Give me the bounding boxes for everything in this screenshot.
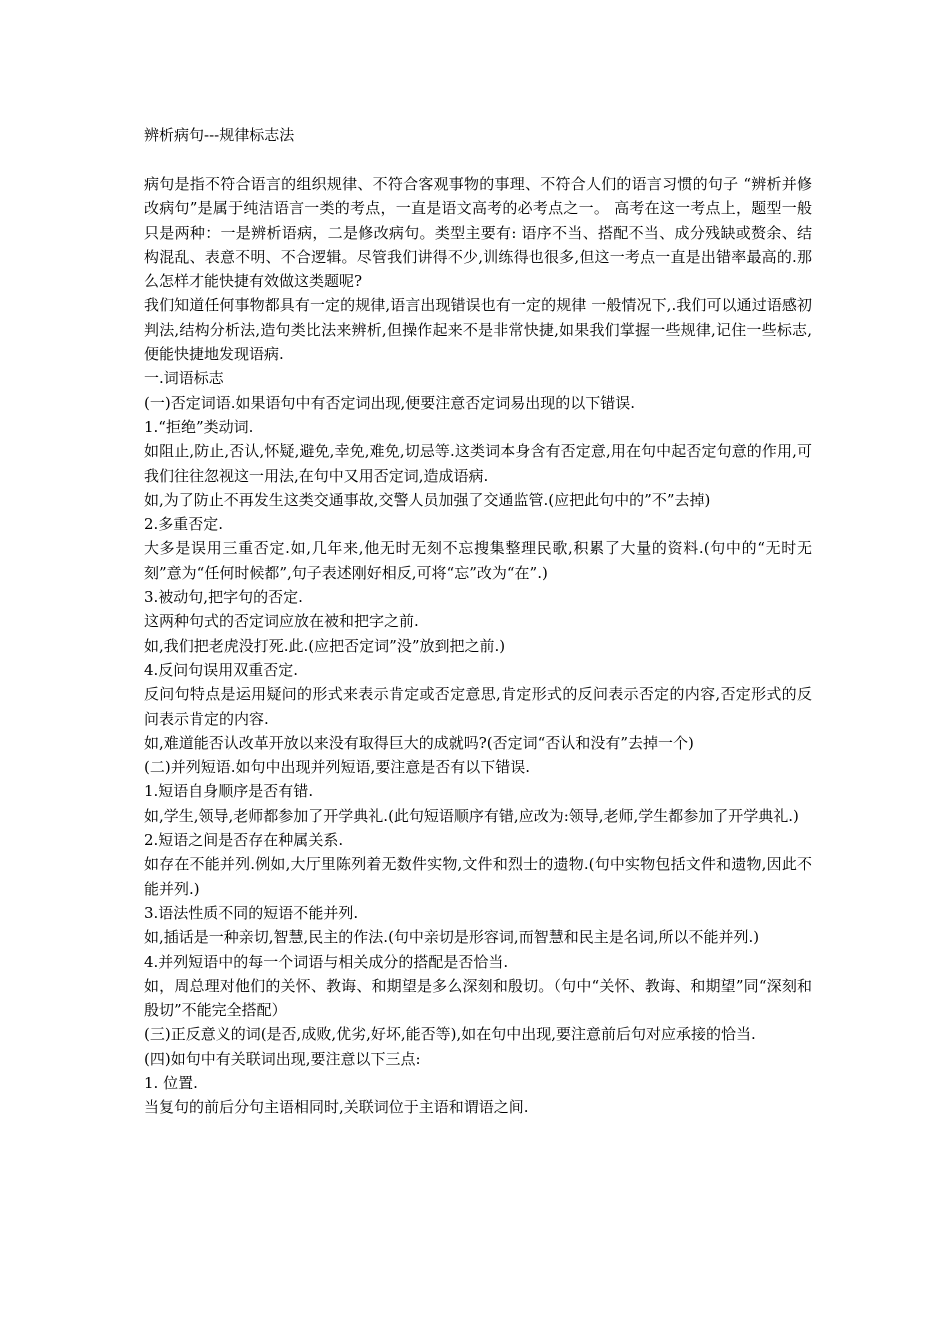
list-item-heading: 1.“拒绝”类动词. <box>144 417 254 436</box>
example-sentence: 如存在不能并列.例如,大厅里陈列着无数件实物,文件和烈士的遗物.(句中实物包括文件和遗物,因此不能并列.) <box>144 855 812 898</box>
example-sentence: 如,插话是一种亲切,智慧,民主的作法.(句中亲切是形容词,而智慧和民主是名词,所以不能并列.) <box>144 928 760 947</box>
subsection-heading: (一)否定词语.如果语句中有否定词出现,便要注意否定词易出现的以下错误. <box>144 393 636 412</box>
paragraph: 反问句特点是运用疑问的形式来表示肯定或否定意思,肯定形式的反问表示否定的内容,否定形式的反问表示肯定的内容. <box>144 685 812 728</box>
list-item-heading: 1. 位置. <box>144 1073 198 1092</box>
paragraph: 如阻止,防止,否认,怀疑,避免,幸免,难免,切忌等.这类词本身含有否定意,用在句中起否定句意的作用,可我们往往忽视这一用法,在句中又用否定词,造成语病. <box>144 442 812 485</box>
example-sentence: 如,我们把老虎没打死.此.(应把否定词”没”放到把之前.) <box>144 636 506 655</box>
list-item-heading: 2.短语之间是否存在种属关系. <box>144 831 344 850</box>
document-title: 辨析病句---规律标志法 <box>144 126 295 144</box>
list-item-heading: 3.被动句,把字句的否定. <box>144 588 303 607</box>
paragraph: 当复句的前后分句主语相同时,关联词位于主语和谓语之间. <box>144 1098 529 1117</box>
paragraph: 病句是指不符合语言的组织规律、不符合客观事物的事理、不符合人们的语言习惯的句子 “辨析并修改病句”是属于纯洁语言一类的考点，一直是语文高考的必考点之一。 高考在这一考点上，题型一般只是两种：一是辨析语病，二是修改病句。类型主要有: 语序不当、搭配不当、成分残缺或赘余、结构混乱、表意不明、不合逻辑。尽管我们讲得不少,训练得也很多,但这一考点一直是出错率最高的.那么怎样才能快捷有效做这类题呢? <box>144 175 812 291</box>
paragraph: 大多是误用三重否定.如,几年来,他无时无刻不忘搜集整理民歌,积累了大量的资料.(句中的“无时无刻”意为“任何时候都”,句子表述刚好相反,可将“忘”改为“在”.) <box>144 539 812 582</box>
list-item-heading: 3.语法性质不同的短语不能并列. <box>144 903 359 922</box>
paragraph: 我们知道任何事物都具有一定的规律,语言出现错误也有一定的规律 一般情况下,.我们可以通过语感初判法,结构分析法,造句类比法来辨析,但操作起来不是非常快捷,如果我们掌握一些规律,记住一些标志,便能快捷地发现语病. <box>144 296 812 364</box>
list-item-heading: 4.并列短语中的每一个词语与相关成分的搭配是否恰当. <box>144 952 509 971</box>
subsection-heading: (三)正反意义的词(是否,成败,优劣,好坏,能否等),如在句中出现,要注意前后句对应承接的恰当. <box>144 1025 756 1044</box>
example-sentence: 如,难道能否认改革开放以来没有取得巨大的成就吗?(否定词“否认和没有”去掉一个) <box>144 733 694 752</box>
list-item-heading: 4.反问句误用双重否定. <box>144 660 299 679</box>
example-sentence: 如，周总理对他们的关怀、教诲、和期望是多么深刻和殷切。（句中“关怀、教诲、和期望”同“深刻和殷切”不能完全搭配） <box>144 976 812 1020</box>
paragraph: 这两种句式的否定词应放在被和把字之前. <box>144 612 419 631</box>
document-body <box>144 172 812 1120</box>
subsection-heading: (四)如句中有关联词出现,要注意以下三点: <box>144 1049 421 1068</box>
section-heading: 一.词语标志 <box>144 369 224 388</box>
example-sentence: 如,学生,领导,老师都参加了开学典礼.(此句短语顺序有错,应改为:领导,老师,学生都参加了开学典礼.) <box>144 806 799 825</box>
list-item-heading: 2.多重否定. <box>144 515 224 534</box>
subsection-heading: (二)并列短语.如句中出现并列短语,要注意是否有以下错误. <box>144 758 531 777</box>
example-sentence: 如,为了防止不再发生这类交通事故,交警人员加强了交通监管.(应把此句中的”不”去掉) <box>144 490 711 509</box>
list-item-heading: 1.短语自身顺序是否有错. <box>144 782 314 801</box>
